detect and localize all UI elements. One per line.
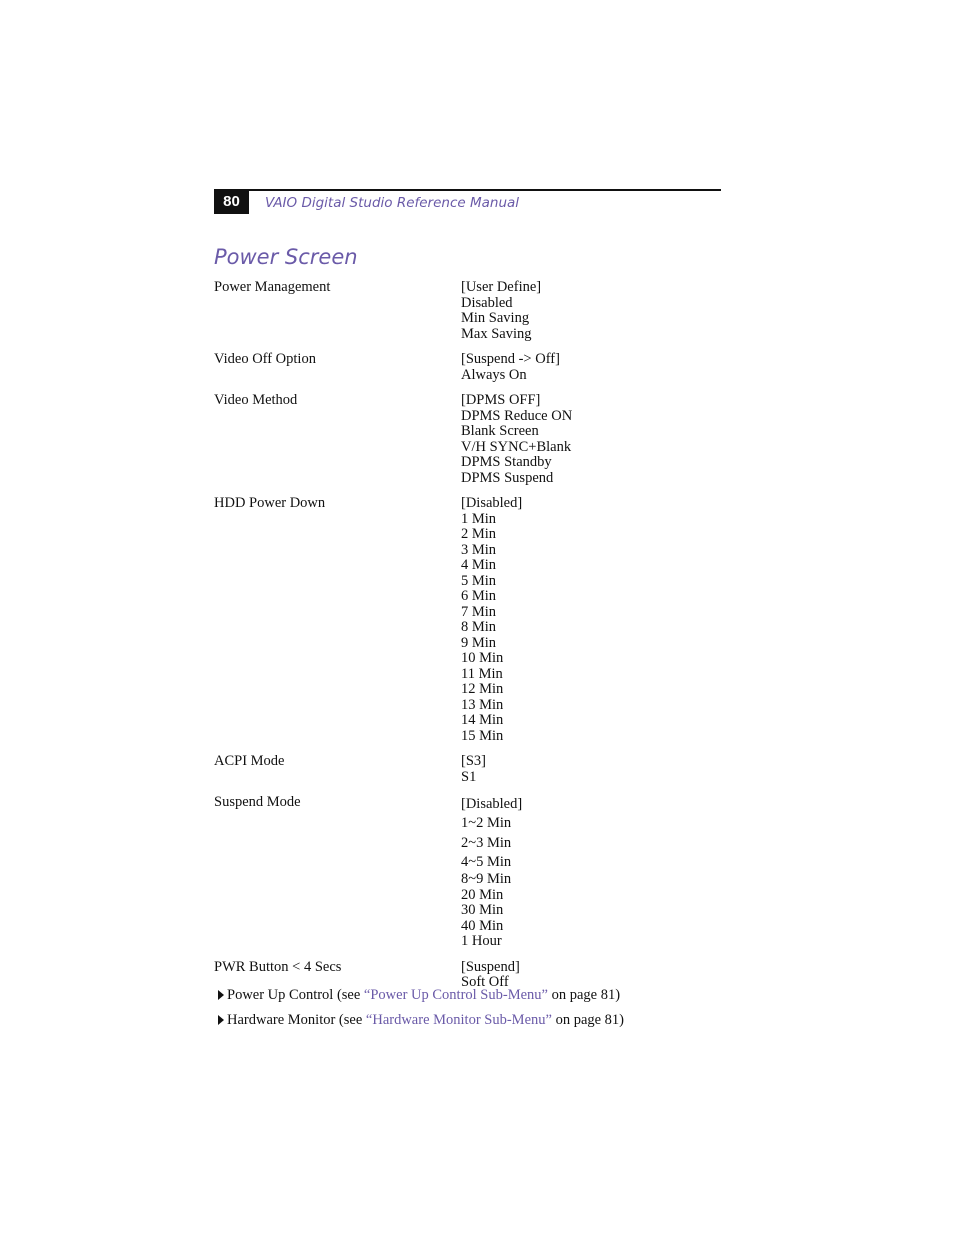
submenu-links	[214, 986, 624, 1029]
setting-option: Blank Screen	[461, 423, 539, 439]
setting-option: [Disabled]	[461, 495, 523, 511]
submenu-item-suffix: on page 81)	[547, 987, 621, 1003]
setting-option: 4~5 Min	[461, 853, 512, 870]
setting-option: S1	[461, 768, 477, 785]
setting-option: 30 Min	[461, 902, 504, 919]
setting-option: 13 Min	[461, 696, 504, 713]
setting-option: [Disabled]	[461, 796, 523, 812]
running-title: VAIO Digital Studio Reference Manual	[265, 195, 520, 211]
hardware-monitor-link[interactable]: “Hardware Monitor Sub-Menu”	[365, 1012, 552, 1028]
setting-option: 8 Min	[461, 619, 497, 635]
setting-options	[461, 795, 522, 950]
setting-option: 3 Min	[461, 541, 497, 558]
setting-option: Always On	[461, 366, 527, 383]
submenu-item-suffix: on page 81)	[551, 1012, 625, 1028]
setting-option: 40 Min	[461, 917, 504, 934]
setting-label: Suspend Mode	[214, 794, 301, 810]
setting-option: 12 Min	[461, 681, 504, 697]
triangle-bullet-icon	[218, 1015, 224, 1025]
setting-option: [S3]	[461, 753, 486, 769]
setting-options	[461, 352, 560, 383]
setting-option: [User Define]	[461, 279, 542, 295]
submenu-item-text: Hardware Monitor (see	[227, 1012, 366, 1028]
section-title: Power Screen	[214, 245, 358, 269]
setting-label: Video Method	[214, 392, 298, 408]
setting-option: 20 Min	[461, 886, 504, 903]
setting-row-power-management	[214, 280, 721, 342]
setting-label: HDD Power Down	[214, 495, 326, 511]
setting-option: Soft Off	[461, 974, 509, 991]
setting-row-suspend-mode	[214, 795, 721, 950]
setting-row-video-off-option	[214, 352, 721, 383]
setting-option: 8~9 Min	[461, 871, 512, 888]
header-rule	[214, 189, 721, 191]
setting-option: 1~2 Min	[461, 815, 512, 832]
setting-option: DPMS Suspend	[461, 469, 554, 486]
setting-option: 1 Hour	[461, 933, 502, 950]
setting-option: [Suspend -> Off]	[461, 351, 560, 367]
setting-option: 5 Min	[461, 572, 497, 589]
setting-option: DPMS Standby	[461, 454, 552, 470]
setting-option: [Suspend]	[461, 958, 520, 975]
setting-label: Video Off Option	[214, 351, 316, 367]
setting-option: 4 Min	[461, 557, 497, 573]
setting-options	[461, 280, 541, 342]
setting-options	[461, 496, 522, 744]
settings-list	[214, 280, 721, 991]
setting-option: DPMS Reduce ON	[461, 407, 573, 424]
setting-label: Power Management	[214, 279, 331, 295]
setting-option: 11 Min	[461, 665, 503, 682]
setting-label: PWR Button < 4 Secs	[214, 958, 342, 975]
setting-options	[461, 393, 572, 486]
triangle-bullet-icon	[218, 990, 224, 1000]
setting-option: 15 Min	[461, 727, 504, 744]
setting-row-video-method	[214, 393, 721, 486]
setting-option: 2 Min	[461, 526, 497, 542]
setting-label: ACPI Mode	[214, 753, 285, 769]
setting-row-acpi-mode	[214, 754, 721, 785]
setting-option: Max Saving	[461, 325, 532, 342]
setting-option: 10 Min	[461, 650, 504, 666]
setting-options	[461, 754, 486, 785]
setting-option: Min Saving	[461, 310, 530, 326]
setting-option: V/H SYNC+Blank	[461, 438, 572, 455]
power-up-control-link[interactable]: “Power Up Control Sub-Menu”	[363, 987, 548, 1003]
setting-option: 2~3 Min	[461, 834, 512, 851]
setting-option: 9 Min	[461, 634, 497, 651]
submenu-item-text: Power Up Control (see	[227, 987, 364, 1003]
setting-option: [DPMS OFF]	[461, 392, 541, 408]
setting-option: 6 Min	[461, 588, 497, 604]
setting-option: 14 Min	[461, 712, 504, 728]
setting-option: Disabled	[461, 294, 513, 311]
setting-option: 1 Min	[461, 510, 497, 527]
submenu-item-hardware-monitor	[214, 1011, 624, 1029]
page-number: 80	[214, 190, 249, 214]
setting-option: 7 Min	[461, 603, 497, 620]
setting-row-hdd-power-down	[214, 496, 721, 744]
submenu-item-power-up-control	[214, 986, 624, 1004]
